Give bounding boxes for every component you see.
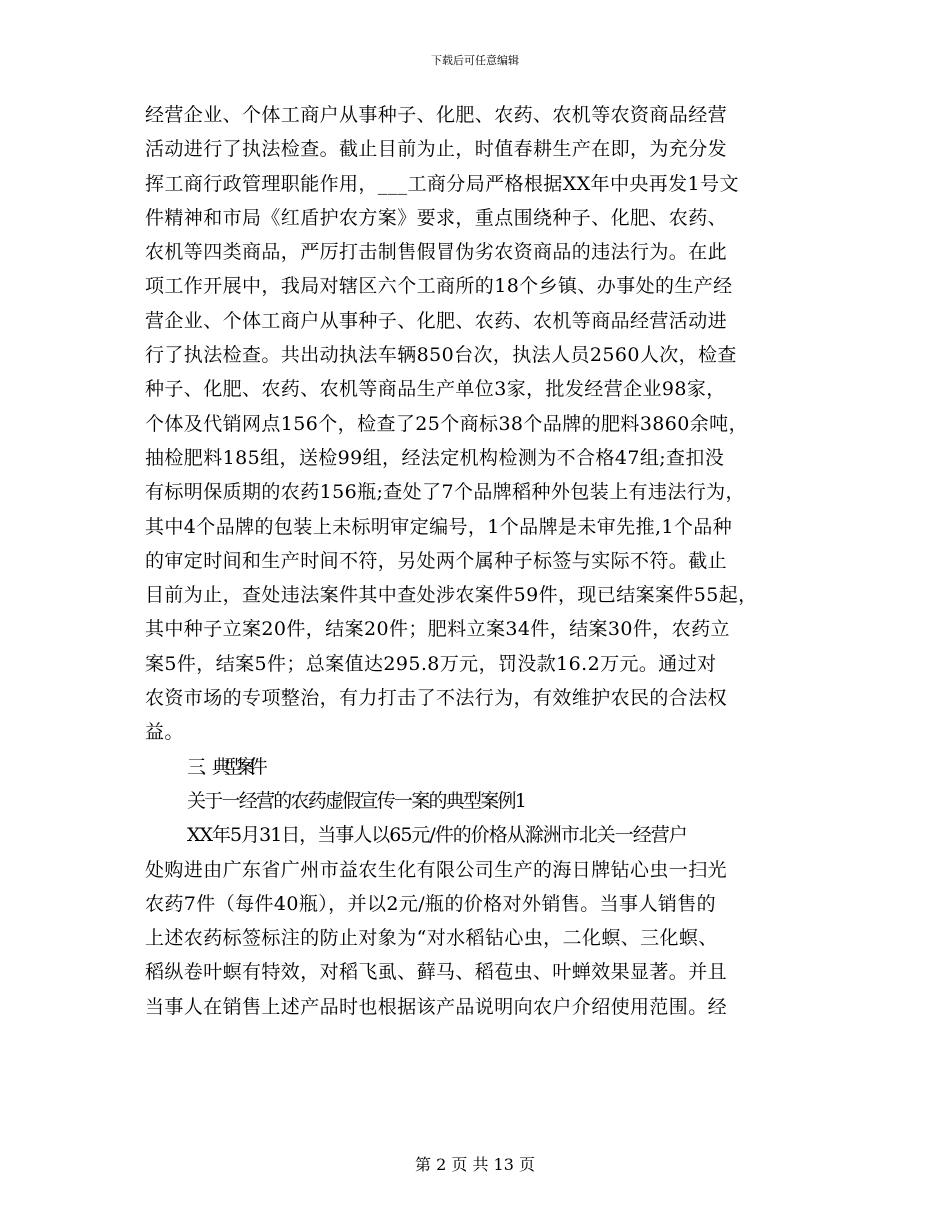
body-line: 种子、化肥、农药、农机等商品生产单位3家，批发经营企业98家， [145,378,726,401]
body-line: 项工作开展中，我局对辖区六个工商所的18个乡镇、办事处的生产经 [145,275,733,298]
body-line: 农药7件（每件40瓶），并以2元/瓶的价格对外销售。当事人销售的 [145,892,717,915]
page-number-footer: 第 2 页 共 13 页 [415,1155,535,1174]
body-line: 当事人在销售上述产品时也根据该产品说明向农户介绍使用范围。经 [145,995,728,1018]
body-line: 农资市场的专项整治，有力打击了不法行为，有效维护农民的合法权 [145,687,728,710]
body-line: 目前为止，查处违法案件其中查处涉农案件59件，现已结案案件55起， [145,584,758,607]
body-line: 其中4个品牌的包装上未标明审定编号，1个品牌是未审先推,1个品种 [145,515,733,538]
body-line: 的审定时间和生产时间不符，另处两个属种子标签与实际不符。截止 [145,549,728,572]
body-line: 稻纵卷叶螟有特效，对稻飞虱、藓马、稻苞虫、叶蝉效果显著。并且 [145,961,728,984]
body-line: 件精神和市局《红盾护农方案》要求，重点围绕种子、化肥、农药、 [145,206,728,229]
body-line: 营企业、个体工商户从事种子、化肥、农药、农机等商品经营活动进 [145,309,728,332]
body-line: 处购进由广东省广州市益农生化有限公司生产的海日牌钻心虫一扫光 [145,858,728,881]
body-line: 案5件，结案5件；总案值达295.8万元，罚没款16.2万元。通过对 [145,652,717,675]
body-line: 农机等四类商品，严厉打击制售假冒伪劣农资商品的违法行为。在此 [145,241,728,264]
body-line: 三、典型案件 [187,755,262,778]
document-body [145,98,825,1024]
body-line: 其中种子立案20件，结案20件；肥料立案34件，结案30件，农药立 [145,618,730,641]
body-line: 行了执法检查。共出动执法车辆850台次，执法人员2560人次，检查 [145,344,737,367]
body-line: 关于一经营的农药虚假宣传一案的典型案例1 [187,789,526,812]
body-line: 个体及代销网点156个，检查了25个商标38个品牌的肥料3860余吨， [145,412,748,435]
body-line: 经营企业、个体工商户从事种子、化肥、农药、农机等农资商品经营 [145,104,728,126]
body-line: 活动进行了执法检查。截止目前为止，时值春耕生产在即，为充分发 [145,138,728,161]
page-header-note: 下载后可任意编辑 [431,54,519,67]
body-line: 益。 [145,721,184,744]
body-line: 挥工商行政管理职能作用，___工商分局严格根据XX年中央再发1号文 [145,172,739,195]
body-line: 有标明保质期的农药156瓶;查处了7个品牌稻种外包装上有违法行为， [145,481,745,504]
body-line: 上述农药标签标注的防止对象为“对水稻钻心虫，二化螟、三化螟、 [145,927,718,950]
body-line: 抽检肥料185组，送检99组，经法定机构检测为不合格47组;查扣没 [145,446,725,469]
body-line: XX年5月31日，当事人以65元/件的价格从滁洲市北关一经营户 [187,824,687,847]
